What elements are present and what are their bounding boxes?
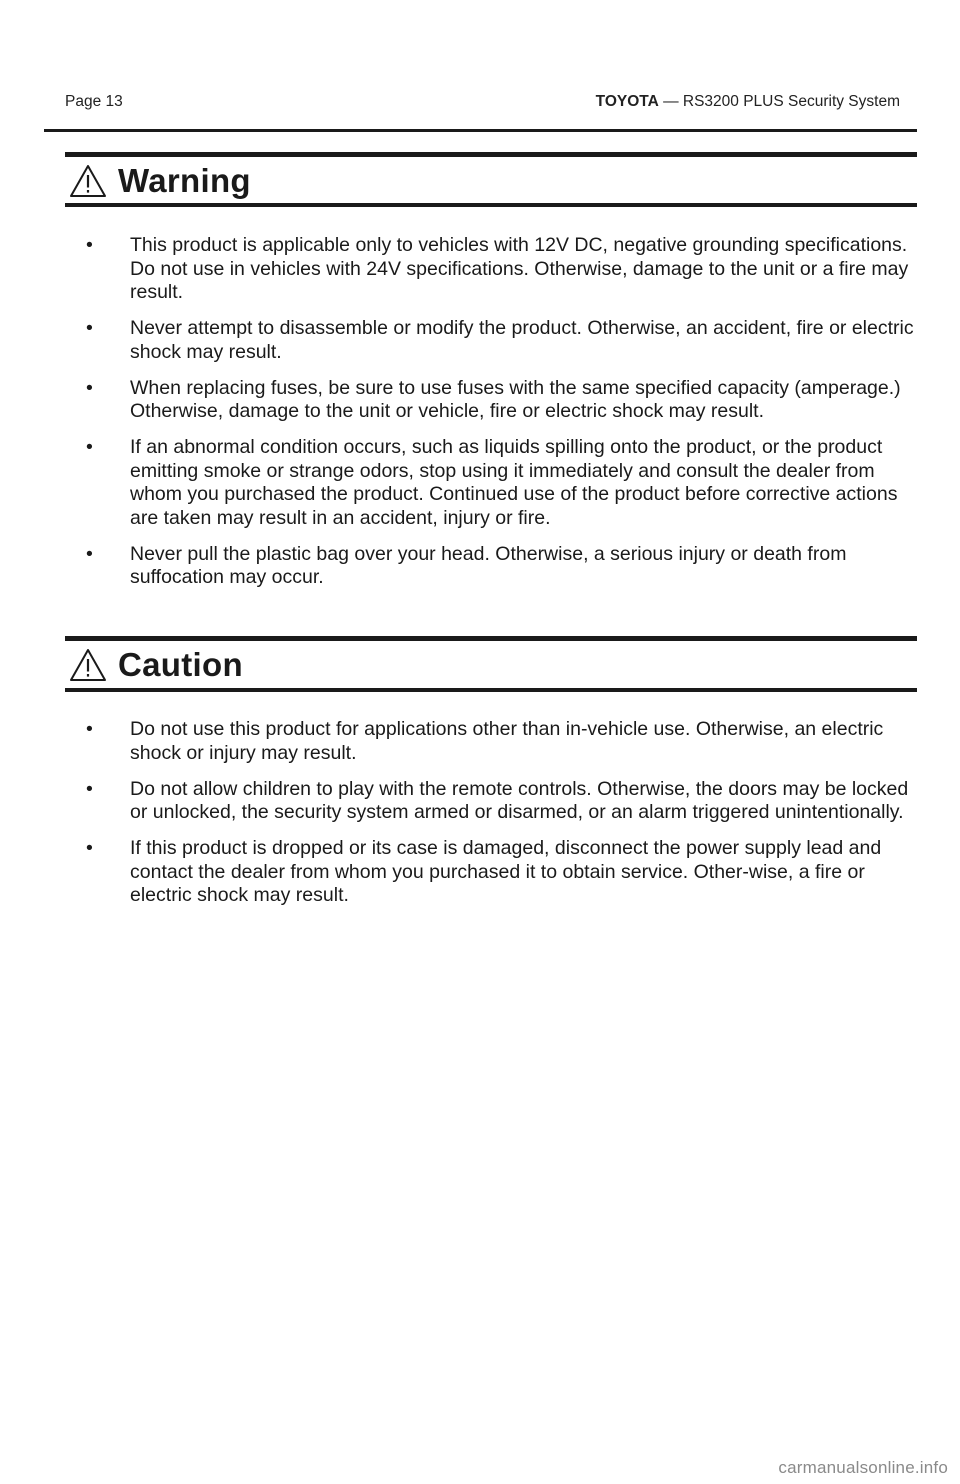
warning-triangle-icon (68, 647, 108, 683)
bullet: • (86, 718, 93, 740)
caution-heading (68, 645, 243, 685)
warning-triangle-icon (68, 163, 108, 199)
list-item-text: This product is applicable only to vehicles with 12V DC, negative grounding specifications. Do not use in vehicles with 24V specifications. Otherwise, damage to the unit or a fire may result. (130, 234, 909, 303)
warning-heading (68, 161, 251, 201)
page-header (65, 93, 900, 115)
brand-name: TOYOTA (595, 93, 659, 110)
page-title (596, 93, 900, 111)
list-item-text: When replacing fuses, be sure to use fuses with the same specified capacity (amperage.) Otherwise, damage to the unit or vehicle, fire or electric shock may result. (130, 376, 901, 422)
warning-rule-top (65, 152, 917, 157)
list-item (86, 778, 921, 825)
caution-rule-top (65, 636, 917, 641)
list-item-text: If an abnormal condition occurs, such as liquids spilling onto the product, or the product emitting smoke or strange odors, stop using it immediately and consult the dealer from whom you purchased the product. Continued use of the product before corrective actions are taken may result in an accident, injury or fire. (130, 436, 898, 529)
caution-list (86, 718, 921, 920)
header-rule (44, 129, 917, 132)
list-item-text: If this product is dropped or its case is damaged, disconnect the power supply lead and contact the dealer from whom you purchased it to obtain service. Other-wise, a fire or electric shock may result. (130, 837, 882, 906)
bullet: • (86, 777, 93, 800)
caution-rule-bottom (65, 688, 917, 692)
list-item (86, 317, 921, 364)
page-number: Page 13 (65, 93, 123, 110)
manual-title: — RS3200 PLUS Security System (658, 93, 900, 110)
list-item (86, 436, 921, 530)
warning-rule-bottom (65, 203, 917, 207)
list-item (86, 377, 921, 424)
warning-heading-text: Warning (118, 162, 251, 199)
bullet: • (86, 436, 93, 458)
bullet: • (86, 234, 93, 256)
bullet: • (86, 317, 93, 339)
watermark: carmanualsonline.info (778, 1458, 948, 1477)
list-item (86, 837, 921, 908)
bullet: • (86, 376, 93, 399)
caution-heading-text: Caution (118, 646, 243, 683)
list-item (86, 543, 921, 590)
list-item (86, 718, 921, 765)
warning-list (86, 234, 921, 602)
bullet: • (86, 542, 93, 565)
list-item-text: Never pull the plastic bag over your head. Otherwise, a serious injury or death from suffocation may occur. (130, 542, 847, 588)
list-item (86, 234, 921, 305)
list-item-text: Never attempt to disassemble or modify the product. Otherwise, an accident, fire or electric shock may result. (130, 317, 914, 363)
list-item-text: Do not use this product for applications other than in-vehicle use. Otherwise, an electric shock or injury may result. (130, 718, 884, 764)
list-item-text: Do not allow children to play with the remote controls. Otherwise, the doors may be locked or unlocked, the security system armed or disarmed, or an alarm triggered unintentionally. (130, 777, 909, 823)
bullet: • (86, 837, 93, 859)
